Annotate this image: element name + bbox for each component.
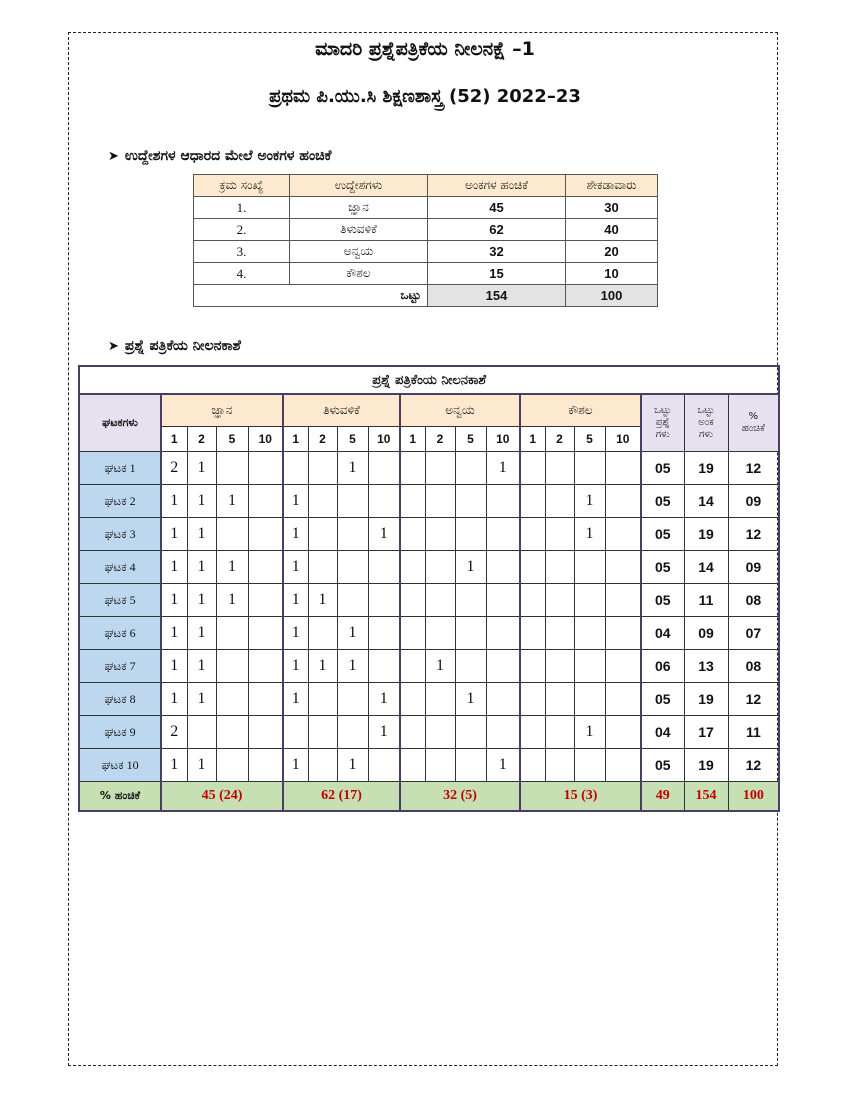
- objective-percent: 10: [566, 263, 658, 285]
- marks-type-header: 10: [248, 427, 283, 452]
- count-cell: [248, 749, 283, 782]
- unit-label: ಘಟಕ 9: [79, 716, 161, 749]
- count-cell: 1: [187, 518, 216, 551]
- count-cell: [486, 683, 520, 716]
- percent-header: [728, 394, 779, 452]
- objectives-row: [194, 219, 658, 241]
- category-total: 32 (5): [400, 782, 520, 812]
- objective-name: ಕೌಶಲ: [290, 263, 428, 285]
- objectives-row: [194, 241, 658, 263]
- count-cell: 1: [283, 749, 308, 782]
- count-cell: 1: [337, 617, 368, 650]
- unit-label: ಘಟಕ 6: [79, 617, 161, 650]
- col-header: ಕ್ರಮ ಸಂಖ್ಯೆ: [194, 175, 290, 197]
- unit-row: [79, 683, 779, 716]
- count-cell: [425, 617, 455, 650]
- count-cell: [308, 716, 337, 749]
- count-cell: 1: [161, 683, 187, 716]
- objective-marks: 45: [428, 197, 566, 219]
- objective-percent: 20: [566, 241, 658, 263]
- count-cell: [455, 485, 486, 518]
- row-percent: 08: [728, 584, 779, 617]
- unit-row: [79, 518, 779, 551]
- category-header: ಜ್ಞಾನ: [161, 394, 283, 427]
- count-cell: 1: [187, 452, 216, 485]
- count-cell: [337, 551, 368, 584]
- count-cell: [248, 452, 283, 485]
- marks-type-header: 2: [545, 427, 574, 452]
- row-total-questions: 05: [641, 518, 684, 551]
- header-line: ಪ್ರಶ್ನೆ: [655, 417, 670, 428]
- count-cell: [425, 683, 455, 716]
- count-cell: 1: [161, 485, 187, 518]
- count-cell: [574, 617, 605, 650]
- count-cell: [283, 716, 308, 749]
- count-cell: [368, 551, 400, 584]
- row-percent: 09: [728, 485, 779, 518]
- count-cell: [400, 617, 425, 650]
- objective-name: ಅನ್ವಯ: [290, 241, 428, 263]
- row-percent: 12: [728, 452, 779, 485]
- unit-row: [79, 452, 779, 485]
- count-cell: 1: [368, 683, 400, 716]
- count-cell: [574, 650, 605, 683]
- count-cell: [400, 716, 425, 749]
- serial-number: 4.: [194, 263, 290, 285]
- count-cell: [455, 584, 486, 617]
- count-cell: 1: [308, 584, 337, 617]
- count-cell: [486, 551, 520, 584]
- row-total-marks: 17: [684, 716, 728, 749]
- unit-row: [79, 617, 779, 650]
- count-cell: [520, 716, 545, 749]
- row-total-questions: 06: [641, 650, 684, 683]
- count-cell: [400, 452, 425, 485]
- serial-number: 1.: [194, 197, 290, 219]
- count-cell: [337, 485, 368, 518]
- count-cell: 1: [455, 683, 486, 716]
- count-cell: [308, 683, 337, 716]
- category-header: ಅನ್ವಯ: [400, 394, 520, 427]
- col-header: ಶೇಕಡಾವಾರು: [566, 175, 658, 197]
- count-cell: [455, 749, 486, 782]
- unit-label: ಘಟಕ 10: [79, 749, 161, 782]
- count-cell: [425, 749, 455, 782]
- count-cell: [308, 617, 337, 650]
- document-subtitle: ಪ್ರಥಮ ಪಿ.ಯು.ಸಿ ಶಿಕ್ಷಣಶಾಸ್ತ್ರ (52) 2022–23: [269, 86, 581, 107]
- header-line: %: [748, 411, 759, 422]
- count-cell: 1: [283, 518, 308, 551]
- blueprint-table: [78, 365, 780, 812]
- row-percent: 12: [728, 683, 779, 716]
- count-cell: 1: [455, 551, 486, 584]
- count-cell: 1: [425, 650, 455, 683]
- objectives-table: [193, 174, 658, 307]
- count-cell: 1: [161, 650, 187, 683]
- count-cell: 1: [486, 749, 520, 782]
- count-cell: 1: [368, 716, 400, 749]
- count-cell: 1: [187, 650, 216, 683]
- count-cell: [605, 650, 641, 683]
- row-percent: 12: [728, 518, 779, 551]
- count-cell: [520, 650, 545, 683]
- count-cell: [400, 683, 425, 716]
- count-cell: [400, 749, 425, 782]
- count-cell: [216, 452, 248, 485]
- count-cell: [574, 683, 605, 716]
- row-total-questions: 04: [641, 617, 684, 650]
- count-cell: [605, 452, 641, 485]
- count-cell: [545, 617, 574, 650]
- objective-marks: 62: [428, 219, 566, 241]
- header-line: ಅಂಕ: [698, 417, 714, 428]
- count-cell: [425, 584, 455, 617]
- marks-type-header: 2: [425, 427, 455, 452]
- count-cell: [574, 551, 605, 584]
- count-cell: [545, 716, 574, 749]
- objectives-row: [194, 263, 658, 285]
- count-cell: [605, 683, 641, 716]
- count-cell: 1: [216, 551, 248, 584]
- count-cell: 1: [283, 617, 308, 650]
- count-cell: [308, 518, 337, 551]
- category-header: ಕೌಶಲ: [520, 394, 641, 427]
- count-cell: [605, 485, 641, 518]
- count-cell: [605, 584, 641, 617]
- arrow-bullet-icon: ➤: [108, 149, 119, 164]
- count-cell: [400, 518, 425, 551]
- objective-percent: 30: [566, 197, 658, 219]
- marks-type-header: 1: [161, 427, 187, 452]
- blueprint-footer-row: [79, 782, 779, 812]
- count-cell: 1: [187, 485, 216, 518]
- unit-row: [79, 749, 779, 782]
- count-cell: 1: [187, 749, 216, 782]
- count-cell: [605, 749, 641, 782]
- count-cell: [187, 716, 216, 749]
- count-cell: [425, 551, 455, 584]
- count-cell: [455, 617, 486, 650]
- count-cell: 1: [574, 518, 605, 551]
- row-total-marks: 14: [684, 485, 728, 518]
- count-cell: [248, 551, 283, 584]
- objectives-header-row: [194, 175, 658, 197]
- count-cell: 1: [337, 452, 368, 485]
- row-percent: 11: [728, 716, 779, 749]
- count-cell: [308, 749, 337, 782]
- count-cell: [216, 518, 248, 551]
- count-cell: [545, 650, 574, 683]
- count-cell: [520, 518, 545, 551]
- count-cell: 2: [161, 716, 187, 749]
- count-cell: [337, 584, 368, 617]
- row-total-marks: 19: [684, 518, 728, 551]
- row-percent: 12: [728, 749, 779, 782]
- objectives-row: [194, 197, 658, 219]
- row-total-questions: 04: [641, 716, 684, 749]
- count-cell: [425, 485, 455, 518]
- objective-name: ತಿಳುವಳಿಕೆ: [290, 219, 428, 241]
- count-cell: [216, 617, 248, 650]
- objectives-heading-text: ಉದ್ದೇಶಗಳ ಆಧಾರದ ಮೇಲೆ ಅಂಕಗಳ ಹಂಚಿಕೆ: [124, 148, 332, 164]
- count-cell: [216, 749, 248, 782]
- marks-type-header: 10: [486, 427, 520, 452]
- count-cell: [486, 650, 520, 683]
- marks-type-header: 5: [216, 427, 248, 452]
- objective-percent: 40: [566, 219, 658, 241]
- count-cell: 1: [216, 485, 248, 518]
- count-cell: 1: [337, 749, 368, 782]
- unit-label: ಘಟಕ 2: [79, 485, 161, 518]
- count-cell: [545, 452, 574, 485]
- row-total-questions: 05: [641, 452, 684, 485]
- unit-row: [79, 485, 779, 518]
- units-column-header: ಘಟಕಗಳು: [79, 394, 161, 452]
- unit-row: [79, 584, 779, 617]
- count-cell: [425, 518, 455, 551]
- count-cell: [248, 518, 283, 551]
- count-cell: 1: [161, 584, 187, 617]
- count-cell: [337, 518, 368, 551]
- unit-row: [79, 650, 779, 683]
- unit-row: [79, 716, 779, 749]
- count-cell: [400, 485, 425, 518]
- count-cell: [486, 584, 520, 617]
- count-cell: 1: [161, 551, 187, 584]
- footer-label: % ಹಂಚಿಕೆ: [79, 782, 161, 812]
- marks-type-header: 5: [574, 427, 605, 452]
- serial-number: 3.: [194, 241, 290, 263]
- count-cell: [400, 551, 425, 584]
- count-cell: [574, 749, 605, 782]
- marks-type-header: 2: [308, 427, 337, 452]
- count-cell: 1: [574, 716, 605, 749]
- count-cell: 1: [368, 518, 400, 551]
- blueprint-heading: [108, 338, 241, 354]
- marks-type-header: 2: [187, 427, 216, 452]
- row-total-marks: 14: [684, 551, 728, 584]
- count-cell: [308, 551, 337, 584]
- row-total-questions: 05: [641, 749, 684, 782]
- unit-label: ಘಟಕ 5: [79, 584, 161, 617]
- count-cell: 1: [283, 683, 308, 716]
- objective-marks: 15: [428, 263, 566, 285]
- count-cell: 1: [161, 518, 187, 551]
- count-cell: [520, 749, 545, 782]
- unit-label: ಘಟಕ 1: [79, 452, 161, 485]
- count-cell: 1: [337, 650, 368, 683]
- total-questions-header: [641, 394, 684, 452]
- count-cell: [545, 683, 574, 716]
- count-cell: 1: [187, 683, 216, 716]
- count-cell: [248, 650, 283, 683]
- footer-percent: 100: [728, 782, 779, 812]
- count-cell: [216, 716, 248, 749]
- count-cell: [455, 452, 486, 485]
- count-cell: [574, 584, 605, 617]
- count-cell: [248, 617, 283, 650]
- objective-marks: 32: [428, 241, 566, 263]
- count-cell: 1: [161, 617, 187, 650]
- count-cell: [337, 716, 368, 749]
- header-line: ಒಟ್ಟು: [697, 405, 715, 416]
- marks-type-header: 1: [400, 427, 425, 452]
- row-total-marks: 19: [684, 683, 728, 716]
- count-cell: [308, 452, 337, 485]
- count-cell: [605, 716, 641, 749]
- objective-name: ಜ್ಞಾನ: [290, 197, 428, 219]
- count-cell: [520, 485, 545, 518]
- header-line: ಗಳು: [698, 429, 714, 440]
- category-header: ತಿಳುವಳಿಕೆ: [283, 394, 400, 427]
- unit-label: ಘಟಕ 8: [79, 683, 161, 716]
- count-cell: 1: [283, 485, 308, 518]
- document-title: ಮಾದರಿ ಪ್ರಶ್ನೆಪತ್ರಿಕೆಯ ನೀಲನಕ್ಷೆ –1: [315, 38, 535, 60]
- count-cell: 1: [216, 584, 248, 617]
- total-marks-header: [684, 394, 728, 452]
- serial-number: 2.: [194, 219, 290, 241]
- count-cell: [520, 551, 545, 584]
- count-cell: [308, 485, 337, 518]
- count-cell: 1: [283, 551, 308, 584]
- unit-label: ಘಟಕ 7: [79, 650, 161, 683]
- marks-type-header: 5: [337, 427, 368, 452]
- count-cell: [520, 452, 545, 485]
- count-cell: [545, 584, 574, 617]
- count-cell: [545, 518, 574, 551]
- header-line: ಹಂಚಿಕೆ: [741, 423, 765, 434]
- count-cell: [545, 749, 574, 782]
- count-cell: [455, 716, 486, 749]
- footer-total-questions: 49: [641, 782, 684, 812]
- count-cell: 1: [574, 485, 605, 518]
- marks-type-header: 10: [368, 427, 400, 452]
- count-cell: 1: [187, 551, 216, 584]
- count-cell: 1: [187, 617, 216, 650]
- count-cell: 1: [283, 584, 308, 617]
- unit-label: ಘಟಕ 3: [79, 518, 161, 551]
- header-line: ಒಟ್ಟು: [654, 405, 672, 416]
- category-total: 45 (24): [161, 782, 283, 812]
- count-cell: [605, 518, 641, 551]
- row-percent: 09: [728, 551, 779, 584]
- count-cell: [574, 452, 605, 485]
- objectives-heading: [108, 148, 331, 164]
- total-marks: 154: [428, 285, 566, 307]
- total-percent: 100: [566, 285, 658, 307]
- count-cell: [368, 452, 400, 485]
- row-total-questions: 05: [641, 683, 684, 716]
- category-total: 62 (17): [283, 782, 400, 812]
- arrow-bullet-icon: ➤: [108, 339, 119, 354]
- row-total-questions: 05: [641, 551, 684, 584]
- unit-label: ಘಟಕ 4: [79, 551, 161, 584]
- count-cell: [368, 584, 400, 617]
- count-cell: [520, 617, 545, 650]
- row-total-marks: 09: [684, 617, 728, 650]
- count-cell: [248, 716, 283, 749]
- row-total-marks: 19: [684, 452, 728, 485]
- count-cell: [486, 716, 520, 749]
- count-cell: [368, 617, 400, 650]
- col-header: ಉದ್ದೇಶಗಳು: [290, 175, 428, 197]
- count-cell: [400, 650, 425, 683]
- count-cell: 1: [161, 749, 187, 782]
- footer-total-marks: 154: [684, 782, 728, 812]
- count-cell: [545, 485, 574, 518]
- blueprint-heading-text: ಪ್ರಶ್ನೆ ಪತ್ರಿಕೆಯ ನೀಲನಕಾಶೆ: [124, 338, 241, 354]
- count-cell: [248, 485, 283, 518]
- count-cell: 1: [308, 650, 337, 683]
- objectives-total-row: [194, 285, 658, 307]
- count-cell: 1: [283, 650, 308, 683]
- count-cell: [283, 452, 308, 485]
- count-cell: [520, 683, 545, 716]
- count-cell: [216, 650, 248, 683]
- count-cell: [368, 749, 400, 782]
- count-cell: [337, 683, 368, 716]
- count-cell: [486, 518, 520, 551]
- marks-type-header: 10: [605, 427, 641, 452]
- count-cell: [520, 584, 545, 617]
- count-cell: [455, 518, 486, 551]
- row-total-questions: 05: [641, 485, 684, 518]
- marks-type-header: 5: [455, 427, 486, 452]
- marks-type-header: 1: [283, 427, 308, 452]
- blueprint-table-title: ಪ್ರಶ್ನೆ ಪತ್ರಿಕೆಂಯ ನೀಲನಕಾಶೆ: [79, 366, 779, 394]
- count-cell: [425, 716, 455, 749]
- count-cell: [368, 485, 400, 518]
- total-label: ಒಟ್ಟು: [194, 285, 428, 307]
- count-cell: 1: [187, 584, 216, 617]
- count-cell: [545, 551, 574, 584]
- header-line: ಗಳು: [655, 429, 670, 440]
- marks-type-header: 1: [520, 427, 545, 452]
- count-cell: [368, 650, 400, 683]
- unit-row: [79, 551, 779, 584]
- col-header: ಅಂಕಗಳ ಹಂಚಿಕೆ: [428, 175, 566, 197]
- row-total-questions: 05: [641, 584, 684, 617]
- row-percent: 08: [728, 650, 779, 683]
- count-cell: [455, 650, 486, 683]
- row-total-marks: 13: [684, 650, 728, 683]
- count-cell: [425, 452, 455, 485]
- count-cell: [400, 584, 425, 617]
- count-cell: [486, 617, 520, 650]
- count-cell: [216, 683, 248, 716]
- count-cell: [605, 551, 641, 584]
- count-cell: 2: [161, 452, 187, 485]
- row-total-marks: 19: [684, 749, 728, 782]
- count-cell: [248, 683, 283, 716]
- row-total-marks: 11: [684, 584, 728, 617]
- count-cell: 1: [486, 452, 520, 485]
- row-percent: 07: [728, 617, 779, 650]
- category-total: 15 (3): [520, 782, 641, 812]
- count-cell: [248, 584, 283, 617]
- count-cell: [486, 485, 520, 518]
- count-cell: [605, 617, 641, 650]
